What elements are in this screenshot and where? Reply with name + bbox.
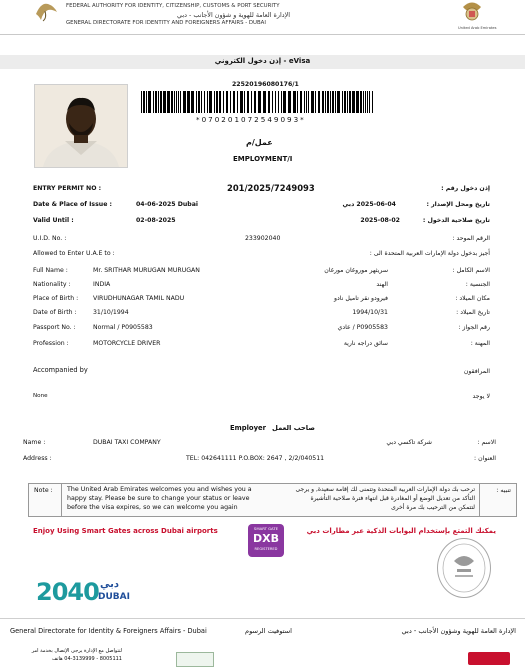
barcode-bar — [204, 91, 205, 113]
applicant-photo — [34, 84, 128, 168]
dubai-logo-number: 2040 — [36, 578, 99, 606]
barcode-bar — [176, 91, 177, 113]
barcode-bar — [240, 91, 243, 113]
badge-top: SMART GATE — [253, 526, 279, 531]
barcode-bar — [306, 91, 307, 113]
note-divider-right — [479, 484, 480, 516]
entry-permit-label-ar: إذن دخول رقم : — [441, 185, 490, 192]
field-row-place-of-birth — [0, 295, 525, 309]
field-row-profession — [0, 340, 525, 354]
footer-contact-phone: 8005111 - 04-3139999 هاتف — [51, 656, 122, 662]
field-value: Mr. SRITHAR MURUGAN MURUGAN — [93, 267, 200, 274]
barcode-bar — [148, 91, 151, 113]
field-value-ar: 1994/10/31 — [352, 309, 388, 316]
profession-heading-ar: عمل/م — [246, 138, 273, 147]
barcode-bar — [237, 91, 238, 113]
barcode-bar — [263, 91, 266, 113]
uid-label: U.I.D. No. : — [33, 235, 67, 242]
note-divider-left — [61, 484, 62, 516]
barcode-bar — [223, 91, 224, 113]
barcode-bar — [342, 91, 343, 113]
authority-name-en: FEDERAL AUTHORITY FOR IDENTITY, CITIZENSHIP, CUSTOMS & PORT SECURITY — [66, 3, 280, 9]
barcode-bar — [174, 91, 175, 113]
uae-emblem-icon — [461, 0, 483, 24]
barcode-bar — [281, 91, 282, 113]
barcode-bar — [272, 91, 273, 113]
field-label: Full Name : — [33, 267, 68, 274]
badge-bottom: REGISTERED — [254, 547, 278, 551]
barcode-bar — [160, 91, 162, 113]
field-value-ar: P0905583 / عادي — [337, 324, 388, 331]
barcode-bar — [230, 91, 231, 113]
note-text-line1: The United Arab Emirates welcomes you and wishes you a — [67, 486, 252, 493]
barcode-bar — [247, 91, 249, 113]
barcode-bar — [216, 91, 218, 113]
field-row-date-of-birth — [0, 309, 525, 323]
field-value: VIRUDHUNAGAR TAMIL NADU — [93, 295, 185, 302]
field-label: Profession : — [33, 340, 69, 347]
issue-label-ar: تاريخ ومحل الإصدار : — [426, 201, 490, 208]
smart-gates-ar: يمكنك التمتع بإستخدام البوابات الذكية عبر مطارات دبي — [306, 527, 496, 535]
field-value-ar: فيرودو نقر تاميل نادو — [334, 295, 388, 302]
barcode-bar — [187, 91, 190, 113]
barcode-bar — [167, 91, 170, 113]
barcode-bar — [233, 91, 235, 113]
accompanied-value: None — [33, 393, 48, 399]
barcode-bar — [332, 91, 334, 113]
smart-gates-en: Enjoy Using Smart Gates across Dubai airports — [33, 527, 218, 535]
barcode-bar — [347, 91, 348, 113]
barcode-bar — [297, 91, 298, 113]
barcode-bar — [171, 91, 173, 113]
employer-heading: Employer — [230, 424, 266, 432]
note-text-ar-line1: ترحب بك دولة الإمارات العربية المتحدة وتتمنى لك إقامة سعيدة, و يرجى — [295, 486, 475, 493]
title-bar — [0, 55, 525, 69]
allowed-label: Allowed to Enter U.A.E to : — [33, 250, 115, 257]
footer-left: General Directorate for Identity & Foreigners Affairs - Dubai — [10, 627, 207, 635]
person-portrait-icon — [35, 85, 127, 167]
barcode-bar — [369, 91, 370, 113]
directorate-name-en: GENERAL DIRECTORATE FOR IDENTITY AND FOREIGNERS AFFAIRS - DUBAI — [66, 20, 266, 26]
barcode-bar — [363, 91, 364, 113]
field-value: MOTORCYCLE DRIVER — [93, 340, 161, 347]
falcon-logo-icon — [33, 0, 61, 22]
emblem-caption: United Arab Emirates — [458, 26, 497, 30]
field-label: Nationality : — [33, 281, 71, 288]
footer-divider — [0, 618, 525, 619]
employer-address-label: Address : — [23, 455, 52, 462]
barcode-bar — [244, 91, 245, 113]
barcode-bar — [180, 91, 181, 113]
barcode-bar — [214, 91, 215, 113]
entry-permit-number: 201/2025/7249093 — [227, 183, 315, 193]
field-label-ar: مكان الميلاد : — [455, 295, 490, 302]
field-label: Date of Birth : — [33, 309, 77, 316]
dubai-logo-en: DUBAI — [98, 592, 130, 602]
field-label-ar: المهنة : — [470, 340, 490, 347]
accompanied-label: Accompanied by — [33, 366, 88, 374]
note-label-ar: تنبيه : — [496, 487, 511, 494]
employer-name-value: DUBAI TAXI COMPANY — [93, 439, 161, 446]
uid-label-ar: الرقم الموحد : — [452, 235, 490, 242]
field-label-ar: الاسم الكامل : — [452, 267, 490, 274]
field-label-ar: رقم الجواز : — [458, 324, 490, 331]
barcode-bar — [258, 91, 261, 113]
barcode-bar — [143, 91, 145, 113]
barcode-bar — [315, 91, 316, 113]
dubai-logo-ar: دبي — [100, 579, 120, 590]
barcode-bar — [300, 91, 302, 113]
field-value-ar: الهند — [376, 281, 388, 288]
barcode-bar — [283, 91, 286, 113]
allowed-label-ar: أجيز بدخول دولة الإمارات العربية المتحدة الى : — [369, 250, 490, 257]
barcode-bar — [158, 91, 159, 113]
barcode-bar — [196, 91, 197, 113]
field-value-ar: سائق دراجه نارية — [343, 340, 388, 347]
barcode-bar — [251, 91, 252, 113]
barcode-bar — [372, 91, 373, 113]
employer-name-value-ar: شركة تاكسي دبي — [386, 439, 432, 446]
field-label: Place of Birth : — [33, 295, 79, 302]
employer-heading-ar: صاحب العمل — [272, 424, 315, 432]
barcode-bar — [337, 91, 340, 113]
barcode-bar — [163, 91, 166, 113]
field-value: 31/10/1994 — [93, 309, 129, 316]
authority-name-ar: الإدارة العامة للهوية و شؤون الأجانب - دبي — [177, 11, 290, 19]
footer-amer-logo-icon — [468, 652, 510, 665]
field-row-nationality — [0, 281, 525, 295]
barcode-bar — [288, 91, 291, 113]
barcode-bar — [311, 91, 314, 113]
barcode-bar — [335, 91, 336, 113]
barcode-bar — [308, 91, 309, 113]
barcode-bar — [201, 91, 202, 113]
barcode-bar — [254, 91, 256, 113]
field-value-ar: سريثهر موروغان مورغان — [324, 267, 388, 274]
barcode-bar — [349, 91, 351, 113]
accompanied-value-ar: لا يوجد — [472, 393, 490, 400]
uid-value: 233902040 — [245, 235, 281, 242]
barcode-bar — [141, 91, 142, 113]
employer-name-label-ar: الاسم : — [477, 439, 496, 446]
field-row-passport — [0, 324, 525, 338]
barcode-bar — [293, 91, 296, 113]
issue-value: 04-06-2025 Dubai — [136, 201, 198, 208]
valid-label-ar: تاريخ صلاحية الدخول : — [422, 217, 490, 224]
barcode-number-bottom: *070201072549093* — [196, 115, 306, 124]
barcode-bar — [365, 91, 366, 113]
barcode-bar — [178, 91, 179, 113]
valid-value: 02-08-2025 — [136, 217, 176, 224]
barcode-bar — [198, 91, 200, 113]
note-text-line2: happy stay. Please be sure to change your status or leave — [67, 495, 250, 502]
profession-heading-en: EMPLOYMENT/I — [233, 155, 293, 163]
valid-label: Valid Until : — [33, 217, 74, 224]
valid-value-ar: 2025-08-02 — [360, 217, 400, 224]
employer-address-value: TEL: 042641111 P.O.BOX: 2647 , 2/2/040511 — [186, 455, 325, 462]
smart-gate-badge — [248, 524, 284, 557]
entry-permit-label: ENTRY PERMIT NO : — [33, 185, 102, 192]
note-label: Note : — [34, 487, 53, 494]
field-row-full-name — [0, 267, 525, 281]
employer-address-label-ar: العنوان : — [474, 455, 496, 462]
footer-contact-ar: لتتواصل مع الإدارة يرجى الإتصال بخدمة امر — [31, 648, 122, 654]
footer-logo-icon — [176, 652, 214, 667]
barcode-bar — [146, 91, 147, 113]
badge-main: DXB — [253, 532, 279, 545]
barcode-bar — [325, 91, 326, 113]
barcode-bar — [344, 91, 346, 113]
barcode-bar — [219, 91, 221, 113]
note-text-ar-line2: التأكد من تعديل الوضع أو المغادرة قبل انتهاء فترة صلاحية التأشيرة — [310, 495, 475, 502]
field-label: Passport No. : — [33, 324, 76, 331]
footer-middle-ar: استوفيت الرسوم — [245, 627, 292, 635]
barcode-bar — [278, 91, 279, 113]
accompanied-label-ar: المرافقون — [463, 368, 490, 375]
barcode-bar — [207, 91, 208, 113]
barcode-bar — [367, 91, 368, 113]
note-box — [28, 483, 517, 517]
field-value: INDIA — [93, 281, 111, 288]
barcode-bar — [226, 91, 228, 113]
barcode-bar — [183, 91, 186, 113]
barcode-bar — [356, 91, 359, 113]
issue-value-ar: 2025-06-04 دبي — [342, 201, 396, 208]
employer-name-label: Name : — [23, 439, 46, 446]
barcode-number-top: 22520196080176/1 — [232, 81, 299, 88]
barcode-bar — [352, 91, 355, 113]
field-label-ar: تاريخ الميلاد : — [456, 309, 490, 316]
barcode-bar — [153, 91, 154, 113]
barcode-bar — [155, 91, 157, 113]
header-divider — [0, 34, 525, 35]
barcode-bar — [275, 91, 276, 113]
barcode-bar — [330, 91, 331, 113]
footer-right-ar: الإدارة العامة للهوية وشؤون الأجانب - دبي — [401, 627, 516, 635]
seal-emblem-icon — [438, 539, 490, 597]
barcode-bar — [318, 91, 320, 113]
barcode-bar — [191, 91, 194, 113]
issue-label: Date & Place of Issue : — [33, 201, 113, 208]
note-text-ar-line3: لتتمكن من الترحيب بك مرة أخرى — [391, 504, 475, 511]
note-text-line3: before the visa expires, so we can welcome you again — [67, 504, 238, 511]
field-value: Normal / P0905583 — [93, 324, 153, 331]
barcode-bar — [304, 91, 305, 113]
field-label-ar: الجنسية : — [465, 281, 490, 288]
barcode-bar — [327, 91, 329, 113]
barcode-bar — [268, 91, 270, 113]
evisa-title: إذن دخول الكتروني - eVisa — [214, 57, 311, 65]
barcode-bar — [209, 91, 212, 113]
official-seal — [437, 538, 491, 598]
barcode-bar — [360, 91, 362, 113]
barcode-bar — [322, 91, 324, 113]
